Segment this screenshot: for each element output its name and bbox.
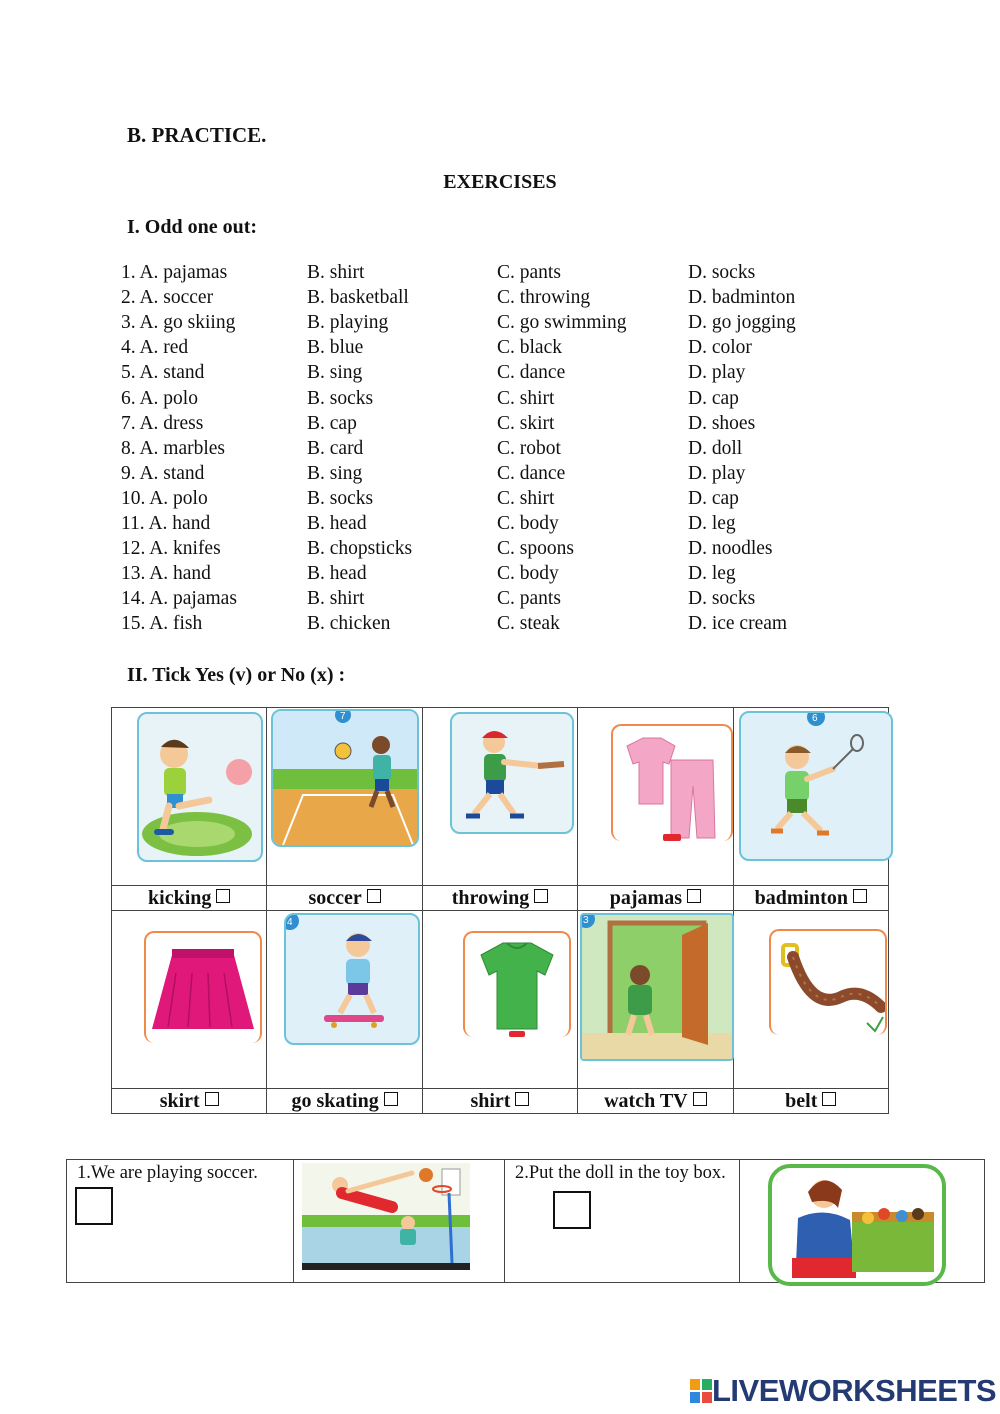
row-number: 15. [121,613,146,635]
option-a-text: A. stand [139,462,205,484]
option-d[interactable]: D. leg [688,513,736,534]
go-skating-picture [284,913,420,1045]
option-a[interactable] [121,362,204,384]
row-number: 11. [121,513,145,534]
option-c[interactable]: C. spoons [497,538,574,560]
option-c[interactable]: C. steak [497,613,560,635]
option-c[interactable]: C. dance [497,362,566,384]
tick-label: belt [785,1090,818,1112]
tick-label-cell [733,1089,888,1114]
tick-label: pajamas [609,887,682,909]
option-c[interactable]: C. shirt [497,487,555,509]
option-d[interactable]: D. ice cream [688,613,788,635]
option-b[interactable]: B. shirt [307,588,365,610]
tick-checkbox[interactable] [687,889,701,903]
option-b[interactable]: B. card [307,437,364,459]
picture-cell [422,708,577,886]
section-title: B. PRACTICE. [127,123,267,147]
tick-label-cell [267,1089,422,1114]
row-number: 3. [121,312,136,334]
part2-title: II. Tick Yes (v) or No (x) : [127,664,346,686]
tick-label: kicking [148,887,212,909]
option-a[interactable] [121,287,213,309]
picture-cell [578,708,733,886]
sentence-cell-1 [67,1160,294,1283]
tick-checkbox[interactable] [367,889,381,903]
throwing-picture [450,712,574,834]
option-b[interactable]: B. chopsticks [307,538,413,560]
option-a[interactable] [121,413,203,435]
tick-label-cell [578,1089,733,1114]
option-a-text: A. fish [149,613,203,635]
option-d[interactable]: D. play [688,462,746,484]
option-a-text: A. knifes [149,538,221,560]
brand-logo [690,1373,996,1409]
picture-cell [733,911,888,1089]
tick-label: skirt [159,1090,200,1112]
odd-row [121,613,881,638]
badminton-picture [739,711,893,861]
belt-picture [769,929,887,1035]
skirt-picture [144,931,262,1043]
option-b[interactable]: B. socks [307,387,374,409]
sentence-cell-2 [505,1160,740,1283]
row-number: 8. [121,437,136,459]
badge-number: 7 [340,711,346,722]
option-b[interactable]: B. basketball [307,287,409,309]
picture-cell [267,708,422,886]
option-d[interactable]: D. play [688,362,746,384]
odd-row [121,488,881,513]
odd-row [121,588,881,613]
row-number: 12. [121,538,146,560]
pajamas-picture [611,724,733,841]
tick-label: soccer [308,887,362,909]
tick-label-cell [267,886,422,911]
picture-cell [112,911,267,1089]
option-b[interactable]: B. playing [307,312,389,334]
tick-label-cell [733,886,888,911]
option-c[interactable]: C. go swimming [497,312,627,334]
row-number: 6. [121,387,136,409]
option-c[interactable]: C. body [497,563,559,585]
option-b[interactable]: B. sing [307,362,363,384]
row-number: 9. [121,462,136,484]
option-a-text: A. go skiing [139,312,236,334]
option-d[interactable]: D. noodles [688,538,773,560]
option-a[interactable] [121,388,198,410]
tick-label: throwing [451,887,530,909]
row-number: 7. [121,412,136,434]
option-a-text: A. dress [139,412,204,434]
option-d[interactable]: D. doll [688,437,743,459]
picture-cell [733,708,888,886]
option-d[interactable]: D. go jogging [688,312,796,334]
tick-checkbox[interactable] [822,1092,836,1106]
row-number: 5. [121,362,136,384]
badge-number: 6 [811,713,818,724]
odd-row [121,362,881,387]
row-number: 14. [121,588,146,610]
option-d[interactable]: D. color [688,337,752,359]
option-a-text: A. hand [149,563,211,585]
option-d[interactable]: D. socks [688,588,756,610]
option-b[interactable]: B. blue [307,337,364,359]
option-b[interactable]: B. head [307,563,367,585]
option-c[interactable]: C. robot [497,437,561,459]
tick-label-row [112,1089,889,1114]
odd-row [121,463,881,488]
option-a[interactable] [121,337,188,359]
option-a[interactable] [121,262,227,284]
sentence-1-text: 1.We are playing soccer. [77,1163,258,1183]
badge-number: 3 [583,915,589,926]
odd-row [121,413,881,438]
option-d[interactable]: D. leg [688,563,736,585]
option-a[interactable] [121,463,204,485]
sentence-table [66,1159,985,1283]
option-a-text: A. pajamas [139,262,228,283]
option-a[interactable] [121,438,225,460]
row-number: 4. [121,337,136,359]
option-b[interactable]: B. shirt [307,262,365,283]
sentence-1-picture-cell [294,1160,505,1283]
tick-checkbox[interactable] [515,1092,529,1106]
odd-row [121,563,881,588]
option-d[interactable]: D. socks [688,262,756,283]
tick-label: shirt [470,1090,511,1112]
part1-title: I. Odd one out: [127,216,258,238]
option-a-text: A. pajamas [149,588,237,610]
picture-cell [267,911,422,1089]
row-number: 10. [121,487,146,509]
picture-cell [112,708,267,886]
toy-box-picture [768,1164,946,1286]
exercises-title: EXERCISES [443,171,557,193]
option-a[interactable] [121,312,235,334]
badge-number: 4 [287,917,293,928]
option-a[interactable] [121,513,210,535]
odd-row [121,513,881,538]
option-a-text: A. marbles [139,437,225,459]
odd-row [121,287,881,312]
option-a-text: A. polo [139,387,198,409]
option-b[interactable]: B. socks [307,487,374,509]
option-a-text: A. soccer [139,287,214,309]
option-c[interactable]: C. throwing [497,287,591,309]
brand-grid-icon [690,1379,712,1403]
odd-row [121,312,881,337]
tick-label-cell [578,886,733,911]
option-d[interactable]: D. shoes [688,412,756,434]
tick-checkbox[interactable] [384,1092,398,1106]
sentence-1-answer-box[interactable] [75,1187,113,1225]
odd-row [121,538,881,563]
row-number: 13. [121,563,146,585]
option-d[interactable]: D. cap [688,387,739,409]
option-c[interactable]: C. black [497,337,562,359]
option-a-text: A. polo [149,487,208,509]
option-a[interactable] [121,563,211,585]
option-d[interactable]: D. cap [688,487,739,509]
tick-label-cell [422,886,577,911]
tick-label-cell [112,886,267,911]
tick-label: badminton [754,887,848,909]
sentence-2-answer-box[interactable] [553,1191,591,1229]
odd-row [121,337,881,362]
tick-checkbox[interactable] [205,1092,219,1106]
watch-tv-picture [580,913,734,1061]
option-b[interactable]: B. sing [307,462,363,484]
option-b[interactable]: B. cap [307,412,357,434]
basketball-picture [302,1163,470,1270]
tick-checkbox[interactable] [853,889,867,903]
sentence-2-text: 2.Put the doll in the toy box. [515,1163,726,1183]
option-a[interactable] [121,613,202,635]
sentence-2-picture-cell [740,1160,985,1283]
picture-cell [578,911,733,1089]
soccer-picture [271,709,419,847]
picture-cell [422,911,577,1089]
tick-table [111,707,889,1114]
odd-row [121,438,881,463]
option-a-text: A. red [139,337,189,359]
option-a-text: A. stand [139,362,205,384]
row-number: 1. [121,262,136,283]
option-b[interactable]: B. head [307,513,367,534]
tick-label-row [112,886,889,911]
option-c[interactable]: C. pants [497,588,561,610]
option-d[interactable]: D. badminton [688,287,796,309]
option-a[interactable] [121,488,208,510]
option-a[interactable] [121,588,237,610]
option-b[interactable]: B. chicken [307,613,391,635]
tick-checkbox[interactable] [216,889,230,903]
option-c[interactable]: C. shirt [497,387,555,409]
brand-text: LIVEWORKSHEETS [712,1373,997,1408]
tick-label-cell [422,1089,577,1114]
odd-row [121,262,881,287]
option-c[interactable]: C. body [497,513,559,534]
kicking-picture [137,712,263,862]
option-c[interactable]: C. dance [497,462,566,484]
tick-label: watch TV [604,1090,688,1112]
option-a-text: A. hand [148,513,211,534]
tick-label: go skating [291,1090,379,1112]
odd-row [121,388,881,413]
option-a[interactable] [121,538,221,560]
option-c[interactable]: C. skirt [497,412,555,434]
row-number: 2. [121,287,136,309]
shirt-picture [463,931,571,1037]
tick-checkbox[interactable] [693,1092,707,1106]
option-c[interactable]: C. pants [497,262,561,283]
tick-checkbox[interactable] [534,889,548,903]
tick-label-cell [112,1089,267,1114]
